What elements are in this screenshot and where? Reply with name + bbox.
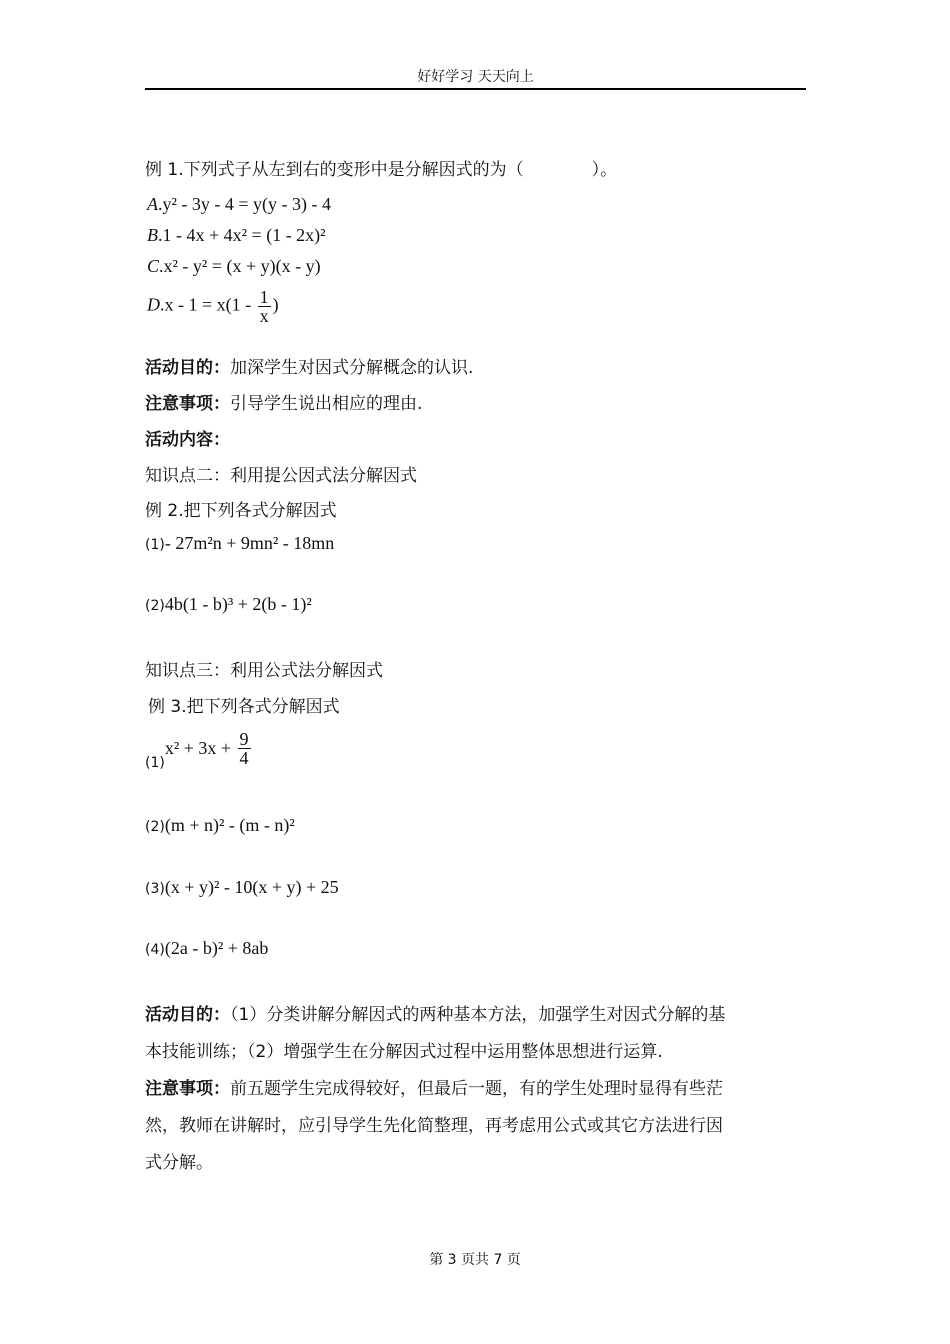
activity2-purpose-label: 活动目的： xyxy=(145,1005,230,1025)
option-b xyxy=(147,225,326,246)
activity1-notes-label: 注意事项： xyxy=(145,394,230,414)
item-expression: 4b(1 - b)³ + 2(b - 1)² xyxy=(164,594,312,614)
activity2-notes-line1 xyxy=(145,1074,723,1099)
item-expression: (x + y)² - 10(x + y) + 25 xyxy=(164,877,339,897)
activity2-notes-line3: 式分解。 xyxy=(145,1153,213,1173)
item-frac-den: 4 xyxy=(239,748,249,768)
option-d xyxy=(147,288,279,325)
knowledge3-item xyxy=(145,877,339,898)
item-expression: (2a - b)² + 8ab xyxy=(164,938,269,958)
item-number: (3) xyxy=(145,881,165,897)
header-title: 好好学习 天天向上 xyxy=(417,69,534,85)
item-expression xyxy=(165,730,253,767)
activity2-purpose-line1 xyxy=(145,1000,725,1025)
option-b-expr: .1 - 4x + 4x² = (1 - 2x)² xyxy=(158,225,326,245)
option-c-expr: .x² - y² = (x + y)(x - y) xyxy=(159,256,321,276)
activity2-notes-text: 前五题学生完成得较好，但最后一题，有的学生处理时显得有些茫 xyxy=(230,1079,723,1099)
knowledge3-item xyxy=(145,938,268,959)
option-b-label: B xyxy=(147,225,158,245)
knowledge3-title: 知识点三：利用公式法分解因式 xyxy=(145,661,383,681)
item-number: (2) xyxy=(145,598,165,614)
activity1-purpose xyxy=(145,353,473,378)
item-fraction xyxy=(238,730,251,767)
option-c-label: C xyxy=(147,256,160,276)
page-number: 第 3 页共 7 页 xyxy=(429,1252,521,1268)
item-number: (1) xyxy=(145,755,165,771)
activity2-notes-label: 注意事项： xyxy=(145,1079,230,1099)
knowledge3-item xyxy=(145,815,295,836)
option-d-frac-num: 1 xyxy=(259,287,269,307)
option-a-expr: .y² - 3y - 4 = y(y - 3) - 4 xyxy=(158,194,332,214)
activity2-purpose-line2: 本技能训练；（2）增强学生在分解因式过程中运用整体思想进行运算. xyxy=(145,1042,663,1062)
example1-question: 例 1.下列式子从左到右的变形中是分解因式的为（ ）。 xyxy=(145,160,618,180)
activity1-content-label: 活动内容： xyxy=(145,430,230,450)
knowledge2-item xyxy=(145,533,334,554)
option-d-expr-before: .x - 1 = x(1 - xyxy=(160,294,256,315)
page-footer xyxy=(0,1249,950,1269)
option-d-fraction xyxy=(258,288,271,325)
activity1-purpose-label: 活动目的： xyxy=(145,358,230,378)
option-d-label: D xyxy=(147,294,160,315)
option-d-expr-after: ) xyxy=(272,294,279,315)
item-frac-num: 9 xyxy=(239,729,249,749)
knowledge2-example: 例 2.把下列各式分解因式 xyxy=(145,501,337,521)
activity2-notes-line2: 然，教师在讲解时，应引导学生先化简整理，再考虑用公式或其它方法进行因 xyxy=(145,1116,723,1136)
activity2-purpose-text: （1）分类讲解分解因式的两种基本方法，加强学生对因式分解的基 xyxy=(230,1005,726,1025)
option-a xyxy=(147,194,331,215)
option-c xyxy=(147,256,321,277)
activity1-purpose-text: 加深学生对因式分解概念的认识. xyxy=(230,358,474,378)
activity1-notes xyxy=(145,389,422,414)
option-a-label: A xyxy=(147,194,158,214)
item-number: (1) xyxy=(145,537,165,553)
item-number: (4) xyxy=(145,942,165,958)
knowledge2-item xyxy=(145,594,312,615)
item-number: (2) xyxy=(145,819,165,835)
item-expression: - 27m²n + 9mn² - 18mn xyxy=(164,533,335,553)
knowledge2-title: 知识点二：利用提公因式法分解因式 xyxy=(145,466,417,486)
item-expression: (m + n)² - (m - n)² xyxy=(164,815,295,835)
activity1-notes-text: 引导学生说出相应的理由. xyxy=(230,394,423,414)
option-d-frac-den: x xyxy=(259,306,269,326)
item-expression-before: x² + 3x + xyxy=(164,738,236,758)
page-header xyxy=(145,66,806,90)
knowledge3-item xyxy=(145,729,253,771)
knowledge3-example: 例 3.把下列各式分解因式 xyxy=(148,697,340,717)
